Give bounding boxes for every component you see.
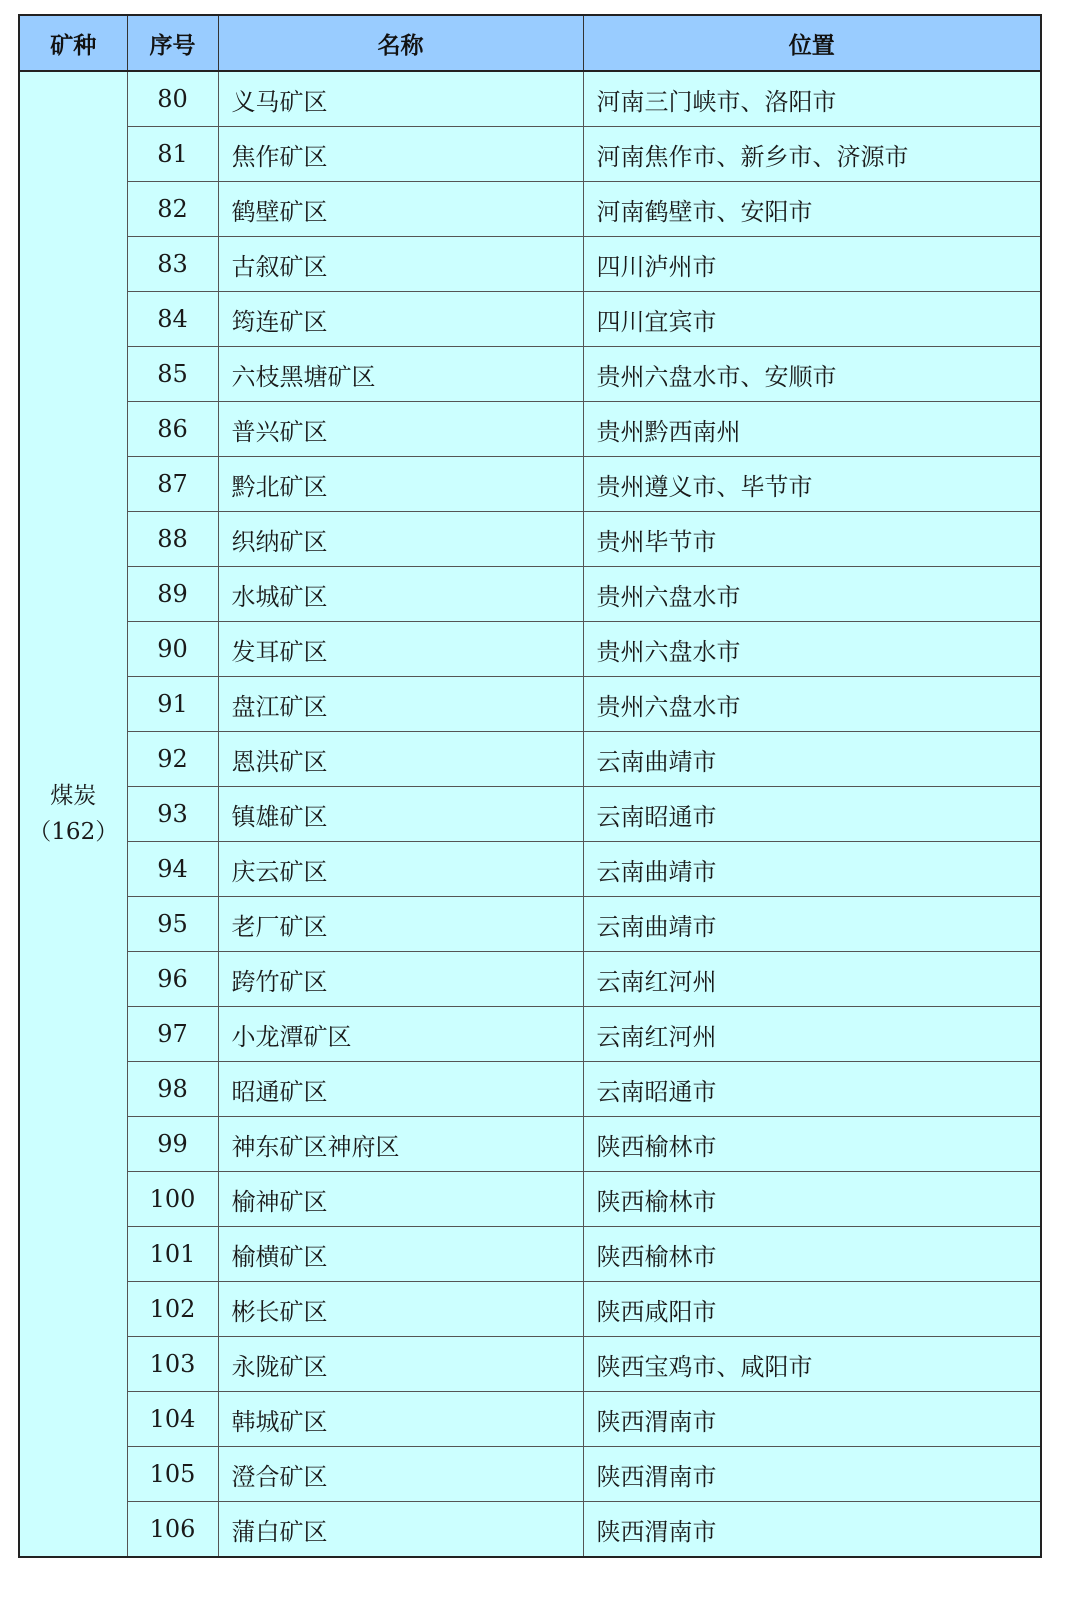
location-cell: 贵州六盘水市、安顺市 [583, 347, 1041, 402]
mining-area-name-cell: 跨竹矿区 [218, 952, 583, 1007]
serial-number-cell: 98 [127, 1062, 218, 1117]
serial-number-cell: 87 [127, 457, 218, 512]
mining-area-name-cell: 彬长矿区 [218, 1282, 583, 1337]
location-cell: 陕西榆林市 [583, 1117, 1041, 1172]
serial-number-cell: 88 [127, 512, 218, 567]
mining-area-name-cell: 镇雄矿区 [218, 787, 583, 842]
mining-area-name-cell: 老厂矿区 [218, 897, 583, 952]
location-cell: 贵州六盘水市 [583, 567, 1041, 622]
location-cell: 陕西榆林市 [583, 1227, 1041, 1282]
mining-area-name-cell: 庆云矿区 [218, 842, 583, 897]
table-row [19, 457, 1041, 512]
mining-area-name-cell: 发耳矿区 [218, 622, 583, 677]
table-row [19, 1337, 1041, 1392]
serial-number-cell: 85 [127, 347, 218, 402]
location-cell: 云南红河州 [583, 1007, 1041, 1062]
table-row [19, 182, 1041, 237]
mining-area-name-cell: 韩城矿区 [218, 1392, 583, 1447]
table-body [19, 71, 1041, 1557]
table-row [19, 1007, 1041, 1062]
location-cell: 云南曲靖市 [583, 732, 1041, 787]
serial-number-cell: 82 [127, 182, 218, 237]
location-cell: 贵州六盘水市 [583, 622, 1041, 677]
table-row [19, 1172, 1041, 1227]
location-cell: 陕西榆林市 [583, 1172, 1041, 1227]
mining-area-name-cell: 澄合矿区 [218, 1447, 583, 1502]
mineral-type-count: （162） [28, 819, 119, 845]
serial-number-cell: 103 [127, 1337, 218, 1392]
header-name: 名称 [218, 15, 583, 71]
location-cell: 贵州黔西南州 [583, 402, 1041, 457]
location-cell: 贵州遵义市、毕节市 [583, 457, 1041, 512]
table-row [19, 897, 1041, 952]
serial-number-cell: 89 [127, 567, 218, 622]
mining-area-name-cell: 榆神矿区 [218, 1172, 583, 1227]
location-cell: 云南曲靖市 [583, 897, 1041, 952]
serial-number-cell: 101 [127, 1227, 218, 1282]
location-cell: 云南昭通市 [583, 1062, 1041, 1117]
location-cell: 陕西咸阳市 [583, 1282, 1041, 1337]
table-row [19, 1447, 1041, 1502]
mining-area-name-cell: 筠连矿区 [218, 292, 583, 347]
serial-number-cell: 96 [127, 952, 218, 1007]
mining-area-name-cell: 普兴矿区 [218, 402, 583, 457]
mining-area-name-cell: 小龙潭矿区 [218, 1007, 583, 1062]
table-row [19, 402, 1041, 457]
mining-area-name-cell: 古叙矿区 [218, 237, 583, 292]
table-row [19, 1392, 1041, 1447]
location-cell: 陕西渭南市 [583, 1447, 1041, 1502]
location-cell: 陕西渭南市 [583, 1392, 1041, 1447]
table-row [19, 732, 1041, 787]
table-row [19, 1282, 1041, 1337]
mining-area-name-cell: 焦作矿区 [218, 127, 583, 182]
location-cell: 河南鹤壁市、安阳市 [583, 182, 1041, 237]
mineral-type-name: 煤炭 [50, 783, 97, 809]
mining-area-name-cell: 盘江矿区 [218, 677, 583, 732]
serial-number-cell: 80 [127, 71, 218, 127]
location-cell: 河南三门峡市、洛阳市 [583, 71, 1041, 127]
mining-area-name-cell: 鹤壁矿区 [218, 182, 583, 237]
serial-number-cell: 105 [127, 1447, 218, 1502]
table-row [19, 237, 1041, 292]
serial-number-cell: 100 [127, 1172, 218, 1227]
table-row [19, 677, 1041, 732]
location-cell: 贵州毕节市 [583, 512, 1041, 567]
location-cell: 云南红河州 [583, 952, 1041, 1007]
header-serial-number: 序号 [127, 15, 218, 71]
mining-area-name-cell: 恩洪矿区 [218, 732, 583, 787]
mining-area-name-cell: 义马矿区 [218, 71, 583, 127]
mining-area-name-cell: 神东矿区神府区 [218, 1117, 583, 1172]
serial-number-cell: 90 [127, 622, 218, 677]
table-row [19, 622, 1041, 677]
mining-area-name-cell: 蒲白矿区 [218, 1502, 583, 1558]
location-cell: 贵州六盘水市 [583, 677, 1041, 732]
serial-number-cell: 93 [127, 787, 218, 842]
table-row [19, 567, 1041, 622]
mining-area-name-cell: 六枝黑塘矿区 [218, 347, 583, 402]
serial-number-cell: 95 [127, 897, 218, 952]
header-location: 位置 [583, 15, 1041, 71]
serial-number-cell: 83 [127, 237, 218, 292]
location-cell: 云南曲靖市 [583, 842, 1041, 897]
location-cell: 四川泸州市 [583, 237, 1041, 292]
table-header-row [19, 15, 1041, 71]
location-cell: 陕西宝鸡市、咸阳市 [583, 1337, 1041, 1392]
mining-area-name-cell: 永陇矿区 [218, 1337, 583, 1392]
mineral-type-cell [19, 71, 127, 1557]
serial-number-cell: 84 [127, 292, 218, 347]
serial-number-cell: 92 [127, 732, 218, 787]
table-row [19, 952, 1041, 1007]
mining-area-name-cell: 昭通矿区 [218, 1062, 583, 1117]
table-row [19, 347, 1041, 402]
table-row [19, 787, 1041, 842]
serial-number-cell: 94 [127, 842, 218, 897]
table-row [19, 512, 1041, 567]
table-row [19, 292, 1041, 347]
table-row [19, 1502, 1041, 1558]
table-row [19, 1227, 1041, 1282]
serial-number-cell: 102 [127, 1282, 218, 1337]
table-row [19, 1062, 1041, 1117]
serial-number-cell: 97 [127, 1007, 218, 1062]
location-cell: 河南焦作市、新乡市、济源市 [583, 127, 1041, 182]
location-cell: 四川宜宾市 [583, 292, 1041, 347]
mining-area-name-cell: 黔北矿区 [218, 457, 583, 512]
mining-area-name-cell: 水城矿区 [218, 567, 583, 622]
serial-number-cell: 86 [127, 402, 218, 457]
header-mineral-type: 矿种 [19, 15, 127, 71]
table-row [19, 1117, 1041, 1172]
serial-number-cell: 104 [127, 1392, 218, 1447]
serial-number-cell: 99 [127, 1117, 218, 1172]
mining-area-name-cell: 榆横矿区 [218, 1227, 583, 1282]
location-cell: 陕西渭南市 [583, 1502, 1041, 1558]
serial-number-cell: 106 [127, 1502, 218, 1558]
serial-number-cell: 81 [127, 127, 218, 182]
table-row [19, 127, 1041, 182]
serial-number-cell: 91 [127, 677, 218, 732]
mining-area-table [18, 14, 1042, 1558]
table-row [19, 71, 1041, 127]
mining-area-name-cell: 织纳矿区 [218, 512, 583, 567]
table-row [19, 842, 1041, 897]
location-cell: 云南昭通市 [583, 787, 1041, 842]
